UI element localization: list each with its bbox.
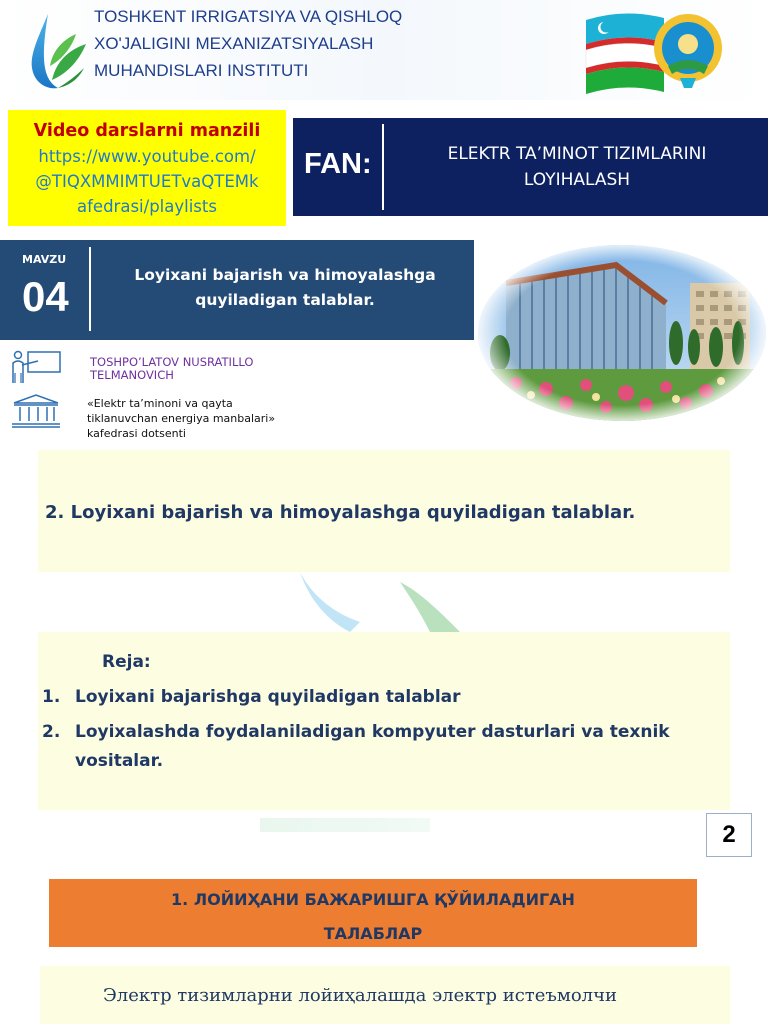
institution-building-icon (10, 393, 62, 429)
institute-name-line: TOSHKENT IRRIGATSIYA VA QISHLOQ (94, 7, 403, 26)
section-heading: 2. Loyixani bajarish va himoyalashga quyiladigan talablar. (45, 502, 636, 523)
subject-title-line: ELEKTR TA’MINOT TIZIMLARINI (447, 144, 707, 164)
department-line: «Elektr ta’minoni va qayta (87, 397, 233, 410)
author-name (90, 356, 253, 382)
cyrillic-heading-line: 1. ЛОЙИҲАНИ БАЖАРИШГА ҚЎЙИЛАДИГАН (171, 890, 575, 909)
topic-title-line: Loyixani bajarish va himoyalashga (134, 266, 436, 284)
plan-item-number: 2. (42, 722, 61, 742)
plan-item-continuation: vositalar. (75, 751, 164, 771)
plan-item-number: 1. (42, 687, 61, 707)
institute-name-line: MUHANDISLARI INSTITUTI (94, 61, 309, 80)
author-department (87, 396, 317, 440)
topic-divider (89, 247, 91, 331)
uzbekistan-flag-icon (584, 8, 728, 94)
topic-title-line: quyiladigan talablar. (195, 291, 375, 309)
subject-title (392, 141, 762, 193)
presenter-icon (10, 349, 62, 385)
subject-title-line: LOYIHALASH (523, 170, 631, 190)
cyrillic-heading-line: ТАЛАБЛАР (323, 924, 423, 943)
department-line: tiklanuvchan energiya manbalari» (87, 412, 276, 425)
author-name-line: TELMANOVICH (90, 368, 174, 382)
video-lessons-box (8, 110, 286, 226)
page-number: 2 (706, 813, 752, 857)
video-title: Video darslarni manzili (33, 121, 261, 141)
institute-name-line: XO'JALIGINI MEXANIZATSIYALASH (94, 34, 374, 53)
plan-item-text: Loyixalashda foydalaniladigan kompyuter dasturlari va texnik (75, 722, 670, 742)
topic-number: 04 (22, 273, 69, 320)
body-text: Электр тизимларни лойиҳалашда электр истеъмолчи (103, 985, 618, 1006)
video-url-link-line[interactable]: @TIQXMMIMTUETvaQTEMk (35, 172, 259, 191)
video-url-link-line[interactable]: https://www.youtube.com/ (38, 147, 256, 166)
cyrillic-heading (49, 883, 697, 951)
plan-item-text: Loyixani bajarishga quyiladigan talablar (75, 687, 461, 707)
subject-divider (382, 124, 384, 210)
topic-label: MAVZU (22, 253, 67, 266)
watermark-logo-icon (290, 572, 470, 632)
department-line: kafedrasi dotsenti (87, 427, 186, 440)
plan-title: Reja: (102, 652, 151, 672)
author-name-line: TOSHPO’LATOV NUSRATILLO (90, 355, 254, 369)
plan-item (42, 718, 670, 747)
institute-logo-icon (28, 10, 90, 92)
watermark-strip (260, 818, 430, 832)
video-url-link-line[interactable]: afedrasi/playlists (77, 197, 217, 216)
plan-item (42, 683, 461, 712)
campus-building-photo (476, 243, 768, 423)
subject-label: FAN: (304, 148, 372, 180)
topic-title (100, 263, 470, 313)
